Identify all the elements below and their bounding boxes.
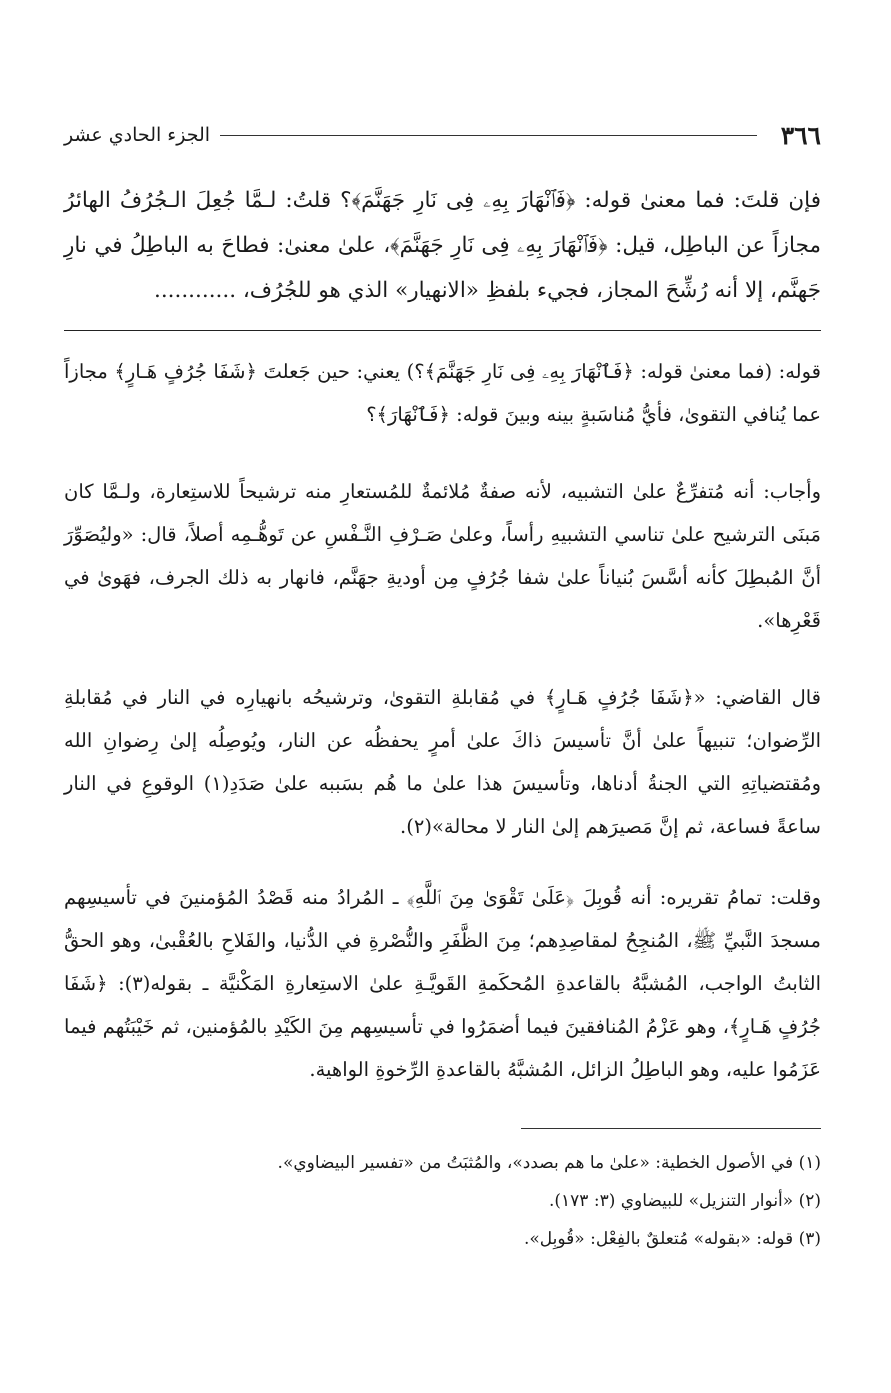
- matn-text: فإن قلتَ: فما معنىٰ قوله: ﴿فَٱنْهَارَ بِهِۦ فِى نَارِ جَهَنَّمَ﴾؟ قلتُ: لـمَّا جُعِلَ الـجُرُفُ الهائرُ مجازاً عن الباطِل، قيل: ﴿فَٱنْهَارَ بِهِۦ فِى نَارِ جَهَنَّمَ﴾، علىٰ معنىٰ: فطاحَ به الباطِلُ في نارِ جَهنَّم، إلا أنه رُشِّحَ المجاز، فجيء بلفظِ «الانهيار» الذي هو للجُرُف، ............: [64, 188, 821, 303]
- page-header: [64, 118, 821, 152]
- commentary-paragraph-3: قال القاضي: «﴿شَفَا جُرُفٍ هَـارٍ﴾ في مُقابلةِ التقوىٰ، وترشيحُه بانهيارِه في النار في مُقابلةِ الرِّضوان؛ تنبيهاً علىٰ أنَّ تأسيسَ ذاكَ علىٰ أمرٍ يحفظُه عن النار، ويُوصِلُه إلىٰ رِضوانِ الله ومُقتضياتِهِ التي الجنةُ أدناها، وتأسيسَ هذا علىٰ ما هُم بسَببه علىٰ صَدَدِ(١) الوقوعِ في النار ساعةً فساعة، ثم إنَّ مَصيرَهم إلىٰ النار لا محالة»(٢).: [64, 686, 821, 838]
- commentary-paragraph-2: وأجاب: أنه مُتفرِّعٌ علىٰ التشبيه، لأنه صفةٌ مُلائمةٌ للمُستعارِ منه ترشيحاً للاستِعارة، ولـمَّا كان مَبنَى الترشيح علىٰ تناسي التشبيهِ رأساً، وعلىٰ صَـرْفِ النَّـفْسِ عن تَوهُّـمِه أصلاً، قال: «وليُصَوِّرَ أنَّ المُبطِلَ كأنه أسَّسَ بُنياناً علىٰ شفا جُرُفٍ مِن أوديةِ جهَنَّم، فانهار به ذلك الجرف، فهَوىٰ في قَعْرِها».: [64, 480, 821, 632]
- page-number: ٣٦٦: [780, 120, 821, 150]
- commentary-paragraph-4: وقلت: تمامُ تقريره: أنه قُوبِلَ ﴿عَلَىٰ تَقْوَىٰ مِنَ ٱللَّهِ﴾ ـ المُرادُ منه قَصْدُ المُؤمنينَ في تأسيسِهم مسجدَ النَّبيِّ ﷺ، المُنجِحُ لمقاصِدِهم؛ مِنَ الظَّفَرِ والنُّصْرةِ في الدُّنيا، والفَلاحِ بالعُقْبىٰ، وهو الحقُّ الثابتُ الواجب، المُشبَّهُ بالقاعدةِ المُحكَمةِ القَويَّـةِ علىٰ الاستِعارةِ المَكْنيَّة ـ بقوله(٣): ﴿شَفَا جُرُفٍ هَـارٍ﴾، وهو عَزْمُ المُنافقينَ فيما أضمَرُوا في تأسيسِهم مِنَ الكَيْدِ بالمُؤمنين، ثم خَيْبَتُهم فيما عَزَمُوا عليه، وهو الباطِلُ الزائل، المُشبَّهُ بالقاعدةِ الرِّخوةِ الواهية.: [64, 886, 821, 1081]
- footnote-rule: [521, 1128, 821, 1129]
- commentary-paragraph-1: قوله: (فما معنىٰ قوله: ﴿فَٱنْهَارَ بِهِۦ فِى نَارِ جَهَنَّمَ﴾؟) يعني: حين جَعلتَ ﴿شَفَا جُرُفٍ هَـارٍ﴾ مجازاً عما يُنافي التقوىٰ، فأيُّ مُناسَبةٍ بينه وبينَ قوله: ﴿فَٱنْهَارَ﴾؟: [64, 360, 821, 426]
- footnote-1: (١) في الأصول الخطية: «علىٰ ما هم بصدد»، والمُثبَتُ من «تفسير البيضاوي».: [277, 1153, 821, 1173]
- header-rule: [220, 135, 757, 136]
- running-title: الجزء الحادي عشر: [64, 124, 211, 146]
- footnote-2: (٢) «أنوار التنزيل» للبيضاوي (٣: ١٧٣).: [548, 1191, 821, 1211]
- section-divider: [64, 330, 821, 331]
- footnote-3: (٣) قوله: «بقوله» مُتعلقٌ بالفِعْل: «قُوبِل».: [523, 1229, 821, 1249]
